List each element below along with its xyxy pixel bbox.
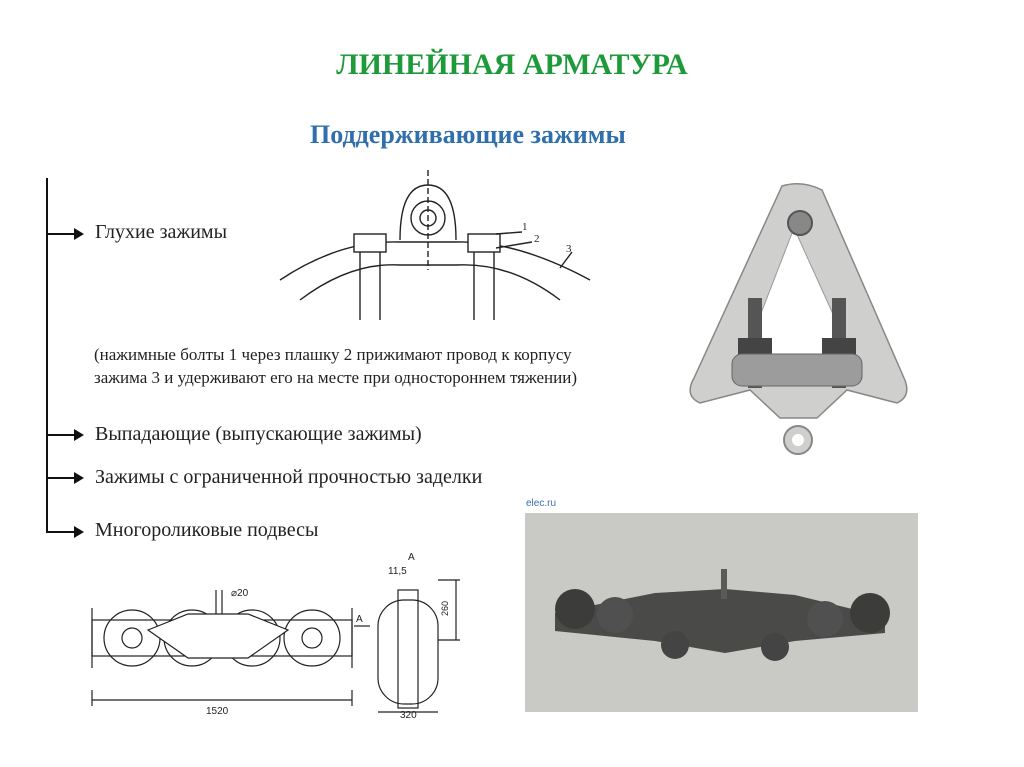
arrow-icon [74,228,84,240]
page-subtitle: Поддерживающие зажимы [310,120,626,149]
dim-height: 260 [440,600,450,616]
clamp-description [94,343,694,389]
callout-3: 3 [566,243,572,255]
clamp-description-line-2: зажима 3 и удерживают его на месте при одностороннем тяжении) [94,368,578,387]
arrow-icon [74,472,84,484]
item-limited-strength-clamps: Зажимы с ограниченной прочностью заделки [95,466,483,488]
roller-suspension-photo-art [525,513,918,712]
tree-trunk [46,178,48,533]
roller-suspension-drawing [88,550,468,720]
section-label: A [356,614,363,625]
section-view-label: A [408,552,415,563]
clamp-drawing [260,170,610,330]
dim-length: 1520 [206,706,229,717]
roller-suspension-photo [525,513,918,712]
branch-line-4 [46,531,74,533]
branch-line-2 [46,434,74,436]
dim-clearance: 11,5 [388,566,407,577]
item-release-clamps: Выпадающие (выпускающие зажимы) [95,423,422,445]
photo-watermark: elec.ru [526,498,557,509]
item-blind-clamps: Глухие зажимы [95,221,228,243]
dim-width: 320 [400,710,417,720]
clamp-photo [672,178,927,474]
arrow-icon [74,526,84,538]
branch-line-1 [46,233,74,235]
clamp-description-line-1: (нажимные болты 1 через плашку 2 прижимают провод к корпусу [94,345,572,364]
callout-2: 2 [534,233,540,245]
callout-1: 1 [522,221,528,233]
dim-diameter: ⌀20 [231,588,249,599]
branch-line-3 [46,477,74,479]
page-title: ЛИНЕЙНАЯ АРМАТУРА [336,48,688,81]
item-multi-roller-suspensions: Многороликовые подвесы [95,519,319,541]
arrow-icon [74,429,84,441]
